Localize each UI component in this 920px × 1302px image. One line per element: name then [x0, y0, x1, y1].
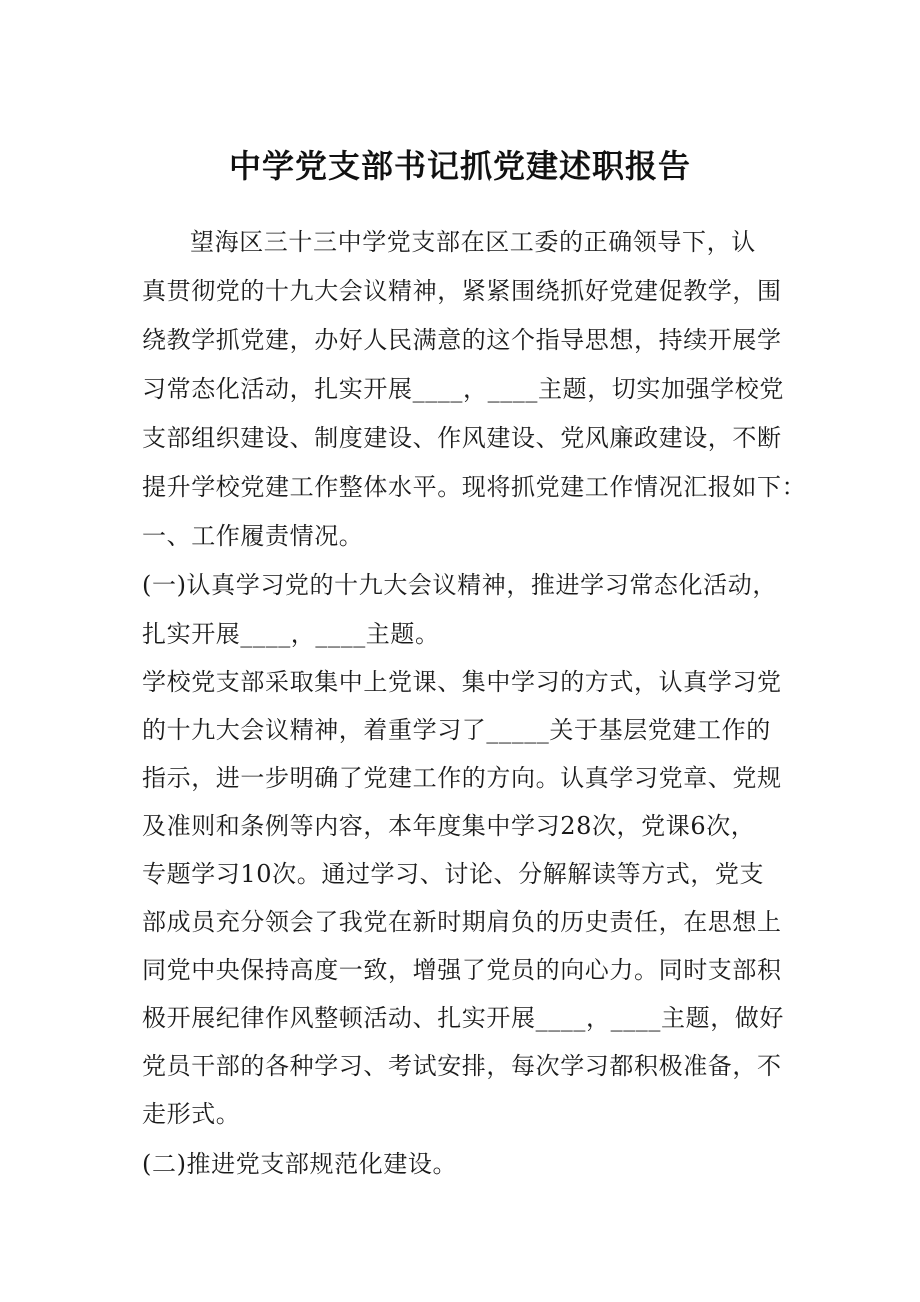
text-line: 真贯彻党的十九大会议精神，紧紧围绕抓好党建促教学，围: [142, 277, 782, 305]
text-line: 的十九大会议精神，着重学习了_____关于基层党建工作的: [142, 716, 771, 744]
text-line: 指示，进一步明确了党建工作的方向。认真学习党章、党规: [142, 764, 782, 792]
text-line: 及准则和条例等内容，本年度集中学习28次，党课6次，: [142, 812, 756, 840]
text-line: 学校党支部采取集中上党课、集中学习的方式，认真学习党: [142, 668, 782, 696]
text-line: 望海区三十三中学党支部在区工委的正确领导下，认: [190, 228, 756, 256]
text-line: 支部组织建设、制度建设、作风建设、党风廉政建设，不断: [142, 424, 782, 452]
text-line: 极开展纪律作风整顿活动、扎实开展____，____主题，做好: [142, 1004, 784, 1032]
subsection-heading: (二)推进党支部规范化建设。: [142, 1150, 458, 1178]
section-heading: 一、工作履责情况。: [142, 522, 364, 550]
text-line: 党员干部的各种学习、考试安排，每次学习都积极准备，不: [142, 1052, 782, 1080]
text-line: 扎实开展____，____主题。: [142, 620, 440, 648]
text-line: 同党中央保持高度一致，增强了党员的向心力。同时支部积: [142, 956, 782, 984]
text-line: 提升学校党建工作整体水平。现将抓党建工作情况汇报如下：: [142, 473, 807, 501]
text-line: 绕教学抓党建，办好人民满意的这个指导思想，持续开展学: [142, 326, 782, 354]
document-title: 中学党支部书记抓党建述职报告: [228, 147, 691, 185]
text-line: 部成员充分领会了我党在新时期肩负的历史责任，在思想上: [142, 908, 782, 936]
text-line: 习常态化活动，扎实开展____，____主题，切实加强学校党: [142, 375, 784, 403]
subsection-heading: (一)认真学习党的十九大会议精神，推进学习常态化活动，: [142, 571, 777, 599]
text-line: 专题学习10次。通过学习、讨论、分解解读等方式，党支: [142, 860, 765, 888]
text-line: 走形式。: [142, 1100, 241, 1128]
